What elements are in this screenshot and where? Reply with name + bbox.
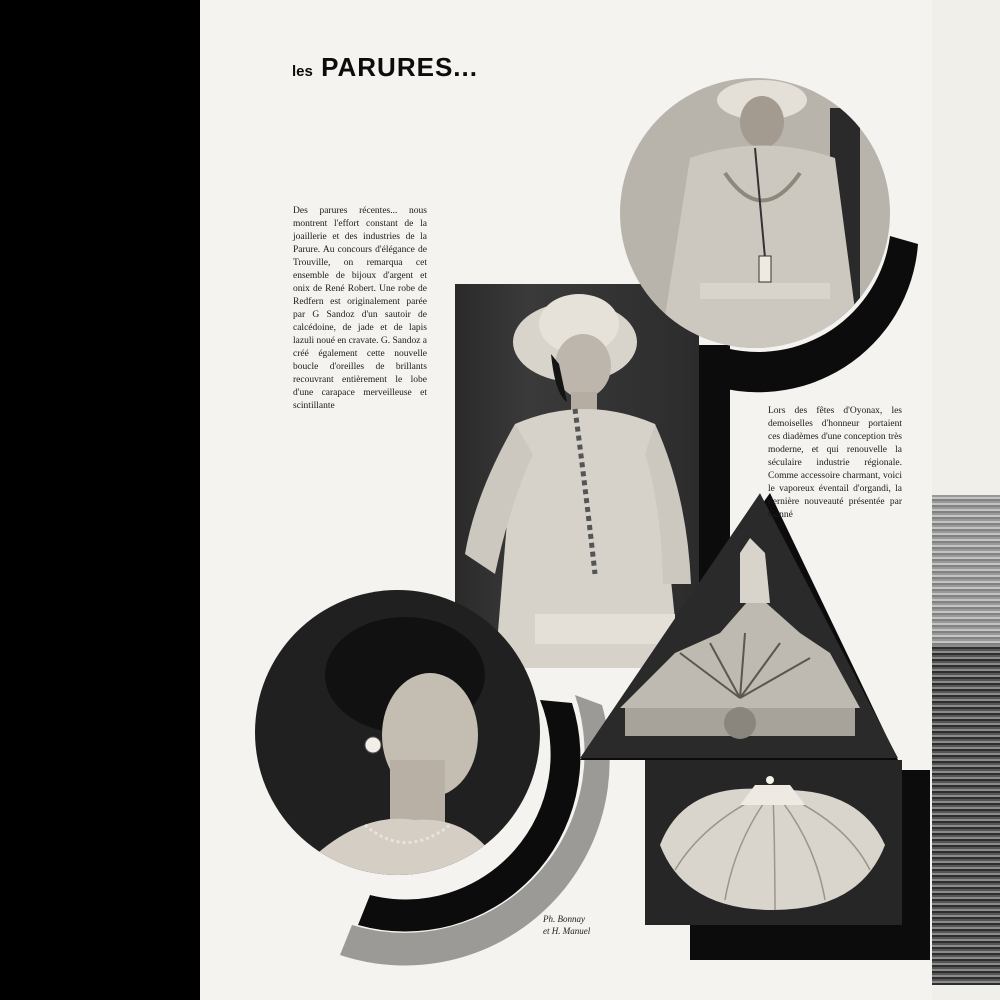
caption-right: Lors des fêtes d'Oyonax, les demoiselles d'honneur portaient ces diadèmes d'une conception très moderne, et qui renouvelle la séculaire industrie régionale. Comme accessoire charmant, voici le vaporeux éventail d'organdi, la dernière nouveauté présentée par Ganné <box>768 406 902 520</box>
caption-left: Des parures récentes... nous montrent l'effort constant de la joaillerie et des industries de la Parure. Au concours d'élégance de Trouville, on remarqua cet ensemble de bijoux d'argent et onix de René Robert. Une robe de Redfern est originalement parée par G Sandoz d'un sautoir de calcédoine, de jade et de lapis lazuli noué en cravate. G. Sandoz a créé également cette nouvelle boucle d'oreilles de brillants recouvrant entièrement le lobe d'une carapace merveilleuse et scintillante <box>293 206 427 411</box>
photo-credit <box>543 913 590 937</box>
title-main: PARURES... <box>321 52 478 82</box>
photo-diadem-triangle <box>580 493 900 763</box>
credit-line-1: Ph. Bonnay <box>543 914 585 924</box>
photo-organdi-fan <box>645 760 902 925</box>
title-prefix: les <box>292 63 313 80</box>
photo-woman-long-necklace <box>620 78 890 348</box>
page-title <box>292 52 478 83</box>
credit-line-2: et H. Manuel <box>543 926 591 936</box>
photo-woman-profile-earring <box>255 590 540 875</box>
